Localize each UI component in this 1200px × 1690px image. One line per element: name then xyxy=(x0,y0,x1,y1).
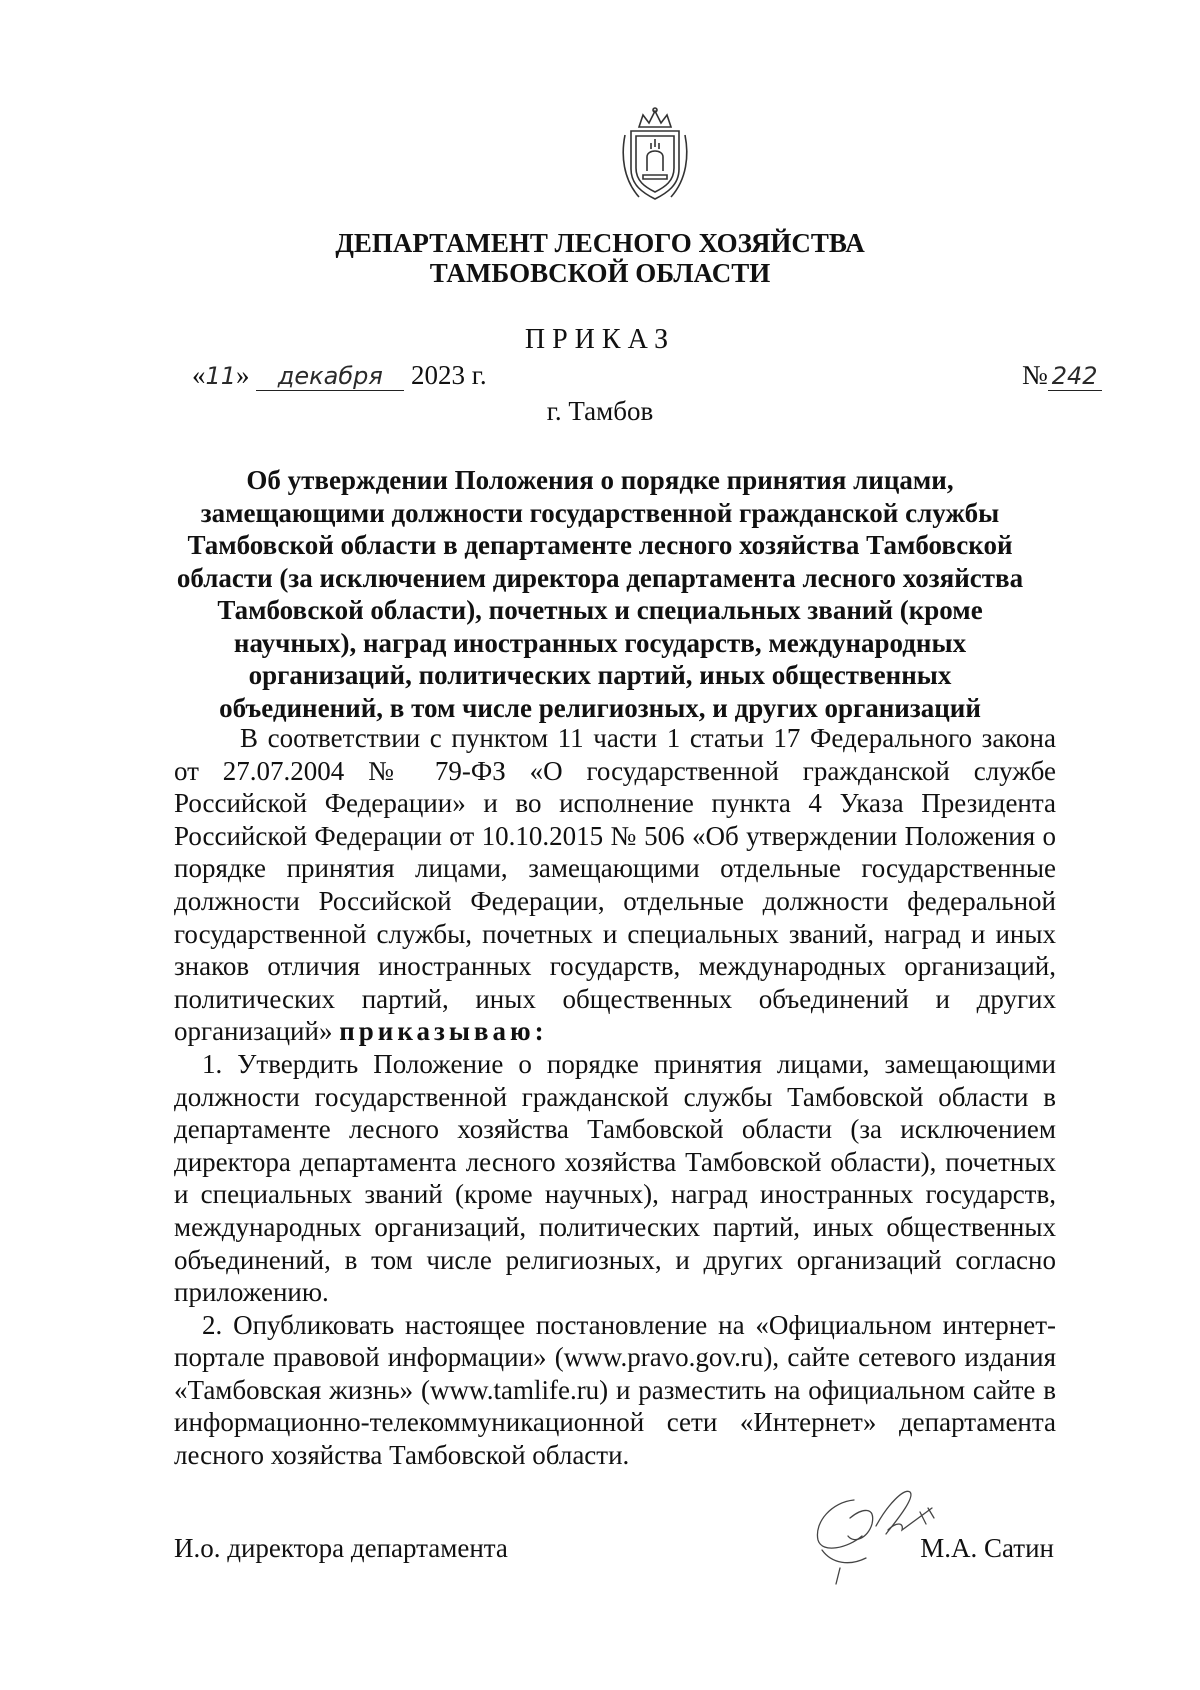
document-body xyxy=(174,722,1056,1472)
tambov-coat-of-arms-icon xyxy=(617,105,693,205)
preamble-paragraph xyxy=(174,722,1056,1048)
number-value: 242 xyxy=(1048,362,1102,391)
signatory-name: М.А. Сатин xyxy=(920,1533,1054,1563)
document-title: Об утверждении Положения о порядке принятия лицами, замещающими должности государственной гражданской службы Тамбовской области в департаменте лесного хозяйства Тамбовской области (за исключением директора департамента лесного хозяйства Тамбовской области), почетных и специальных званий (кроме научных), наград иностранных государств, международных организаций, политических партий, иных общественных объединений, в том числе религиозных, и других организаций xyxy=(176,465,1024,723)
document-date xyxy=(192,360,487,396)
number-label: № xyxy=(1022,360,1048,390)
point-1-paragraph: 1. Утвердить Положение о порядке принятия лицами, замещающими должности государственной гражданской службы Тамбовской области в департаменте лесного хозяйства Тамбовской области (за исключением директора департамента лесного хозяйства Тамбовской области), почетных и специальных званий (кроме научных), наград иностранных государств, международных организаций, политических партий, иных общественных объединений, в том числе религиозных, и других организаций согласно приложению. xyxy=(174,1048,1056,1308)
date-year: 2023 г. xyxy=(411,360,487,390)
preamble-text: В соответствии с пунктом 11 части 1 статьи 17 Федерального закона от 27.07.2004 № 79-ФЗ «О государственной гражданской службе Российской Федерации» и во исполнение пункта 4 Указа Президента Российской Федерации от 10.10.2015 № 506 «Об утверждении Положения о порядке принятия лицами, замещающими отдельные государственные должности Российской Федерации, отдельные должности федеральной государственной службы, почетных и специальных званий, наград и иных знаков отличия иностранных государств, международных организаций, политических партий, иных общественных объединений и других организаций» xyxy=(174,723,1056,1047)
department-name-line1: ДЕПАРТАМЕНТ ЛЕСНОГО ХОЗЯЙСТВА xyxy=(335,228,865,258)
date-day: 11 xyxy=(205,362,237,390)
date-close-quote: » xyxy=(236,360,250,390)
date-open-quote: « xyxy=(192,360,206,390)
point-2-paragraph: 2. Опубликовать настоящее постановление на «Официальном интернет-портале правовой информации» (www.pravo.gov.ru), сайте сетевого издания «Тамбовская жизнь» (www.tamlife.ru) и разместить на официальном сайте в информационно-телекоммуникационной сети «Интернет» департамента лесного хозяйства Тамбовской области. xyxy=(174,1309,1056,1471)
document-type: ПРИКАЗ xyxy=(524,324,676,355)
document-number xyxy=(1022,360,1102,391)
document-city: г. Тамбов xyxy=(546,396,654,426)
signatory-position: И.о. директора департамента xyxy=(174,1533,508,1563)
department-name-line2: ТАМБОВСКОЙ ОБЛАСТИ xyxy=(429,258,771,288)
order-word: приказываю: xyxy=(339,1016,548,1047)
date-month: декабря xyxy=(256,362,404,391)
